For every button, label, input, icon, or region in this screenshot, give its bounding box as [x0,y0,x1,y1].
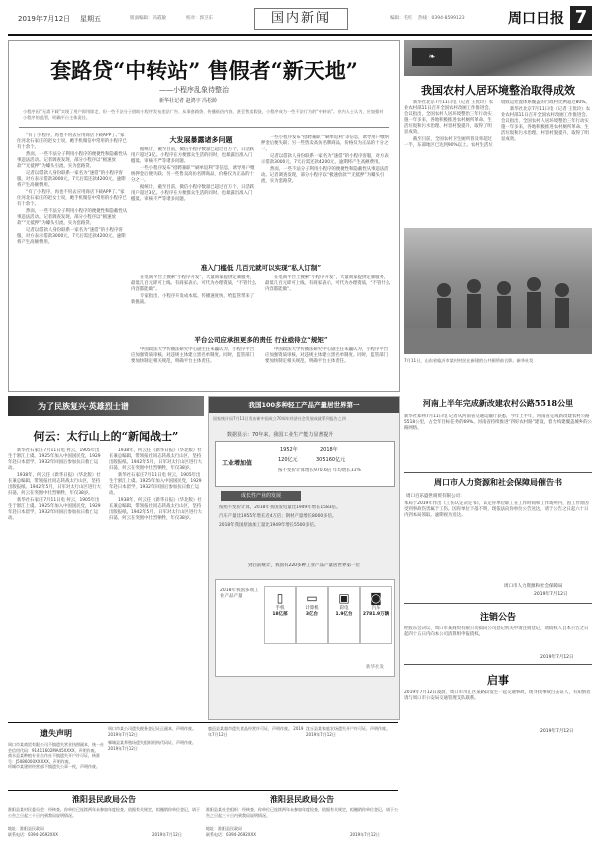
section-title: 国内新闻 [270,11,331,26]
lead-sub1: 大发展暴露诸多问题 [169,135,233,144]
lead-sub1-para: 据统计，截至目前，微信小程序数量已超过百万个，日活跃用户超过3亿。小程序在方便群众生活的同时，也暴露出准入门槛低、审核不严等诸多问题。 [131,185,255,202]
huaiyang-body: 淮阳县某社会组织：经核查，你单位已连续两年未参加年度检查，依据有关规定，拟撤销你单位登记，请于公告之日起三十日内到我局说明情况。 [206,807,398,818]
road-story [404,396,592,466]
lost-item: 商水县某种植专业合作社不慎遗失开户许可证，核准号：J5086000XXXXX，声明作废。 [8,753,100,764]
hero-para: 新华社石家庄7月11日电 何云，1905年出生于浙江上虞。1925年加入中国国民党，1929年赴日本留学，1932年回国后参加抗日救亡运动。 [8,448,101,471]
hr-notice-title: 周口市人力资源和社会保障局催告书 [434,477,562,487]
huaiyang-title: 淮阳县民政局公告 [72,794,136,804]
products-lede: 国家统计局7月11日发布新中国成立70周年经济社会发展成就系列报告之四 [213,416,346,421]
masthead-hotline: 热线：0394-8599123 [418,16,465,21]
masthead-proof-left: 校对：郭卫东 [186,16,213,21]
huaiyang-title: 淮阳县民政局公告 [270,794,334,804]
lead-sub3-para: 中国政法大学传播法研究中心副主任朱巍认为，小程序平台应加强资质审核，对违规主体建立黑名单制度。同时，监管部门要加快制定相关规范，明确平台主体责任。 [265,347,389,364]
cancel-notice-date: 2019年7月12日 [540,655,574,660]
lead-byline: 新华社记者 赵鸿宇 冯松龄 [159,98,218,104]
lead-headline: 套路贷“中转站” 售假者“新天地” [50,58,358,83]
products-infographic [208,396,400,720]
qishi-title: 启事 [487,674,509,687]
lists-title: 成长性产业的发展 [240,493,281,499]
huaiyang-body: 淮阳县某村民委员会：经核查，你单位已连续两年未参加年度检查，依据有关规定，拟撤销你单位登记，请于公告之日起三十日内到我局说明情况。 [8,807,200,818]
hr-notice-recipient: 周口百乐盛世商贸有限公司： [406,494,465,499]
lead-divider [19,127,389,128]
huaiyang-address: 地址：淮阳县民政局 [206,826,242,831]
lead-para: 记者以借款人身份联系一家名为“速借”的小程序客服，对方表示借款3000元，7天后需还款4200元，逾期将产生高额费用。 [17,228,126,245]
lead-sub1-para: 一些小程序发布“招聘兼职”“刷单返利”等信息，诱导用户缴纳押金后便失联；另一些售卖高仿名牌商品，价格仅为正品的十分之一。 [131,166,255,183]
list-item: 汽车产量比1955年增长近4万倍；钢材产量增长8000多倍。 [219,514,337,519]
classifieds-rule [8,722,398,723]
stat-value: 18亿部 [272,612,288,617]
misc-ad-col-3 [306,726,398,786]
huaiyang-address: 地址：淮阳县民政局 [8,826,44,831]
lead-col-3 [261,135,391,257]
paper-name: 周口日报 [508,11,564,27]
hero-para: 新华社石家庄7月11日电 何云，1905年出生于浙江上虞。1925年加入中国国民党，1929年赴日本留学，1932年回国后参加抗日救亡运动。 [8,498,101,521]
misc-ad-col-2 [208,726,304,786]
hero-para: 新华社石家庄7月11日电 何云，1905年出生于浙江上虞。1925年加入中国国民党，1929年赴日本留学，1932年回国后参加抗日救亡运动。 [109,473,202,496]
huaiyang-date: 2019年7月12日 [152,832,182,837]
lost-item: 周口市某商贸有限公司不慎遗失营业执照副本，统一社会信用代码：91411602MA45XXXX，声明作废。 [8,742,104,753]
rural-photo [404,228,592,354]
misc-ad: 鹿邑县某超市遗失食品经营许可证，声明作废。 2019年7月12日 [208,726,304,737]
cancel-notice [404,606,592,665]
list-item: 2018年我国原油加工量比1949年增长5500多倍。 [219,523,319,528]
lost-title: 遗失声明 [40,728,72,738]
misc-ad: 郸城县某养殖场遗失组织机构代码证，声明作废。 2019年7月12日 [108,740,196,751]
stat-value: 1.9亿台 [335,612,353,617]
lead-para: 然而，一些不法分子利用小程序的便捷性和隐蔽性从事违法活动。记者调查发现，部分小程序以“极速放款”“无抵押”为噱头引流，实为套路贷。 [261,167,389,184]
car-icon: ◙ [370,591,382,605]
lost-item: 项城市某建材经营部不慎遗失公章一枚，声明作废。 [8,764,100,769]
huaiyang-phone: 联系电话：0394-2692XXX [8,832,59,837]
misc-ad-col-1 [108,726,204,786]
hero-para: 1938年，何云任《新华日报》（华北版）社长兼总编辑，带领报社同志转战太行山区，坚持出版报纸。1942年5月，日军对太行山区进行大扫荡，何云在突围中壮烈牺牲，年仅38岁。 [109,498,203,521]
industrial-box-title: 工业增加值 [222,460,253,467]
stat-label: 手机 [275,606,285,611]
lead-sub2: 准入门槛低 几百元就可以实现“私人订制” [200,264,322,272]
stat-label: 汽车 [371,606,381,611]
hr-notice-body: 本局于2019年作出《工伤认定决定书》，认定你单位职工在工作时间和工作场所内，因工作原因受到事故伤害属于工伤。因你单位下落不明，现依法向你单位公告送达，请于公告之日起六十日内到本局领取。逾期视为送达。 [404,501,589,518]
hr-notice-footer: 周口市人力资源和社会保障局 [504,584,563,589]
value-2: 305160亿元 [316,457,346,463]
infographic-footer: 新华社发 [366,665,384,670]
products-list [219,505,391,559]
masthead-weekday: 星期五 [80,15,101,23]
rural-para: 新华社北京7月11日电（记者 王优玲）农业农村部11日召开全国农村改厕工作推进会。会议指出，全国农村人居环境整治三年行动实施一年多来，各地积极推进农村厕所革命、生活垃圾和污水治理、村容村貌提升，取得了明显成效。 [501,107,591,142]
products-bottom-note: 到目前统计，我国有220多种工业产品产量居世界第一位 [247,563,361,568]
rural-headline: 我国农村人居环境整治取得成效 [421,84,575,97]
lead-sub2-para: 在电商平台上搜索“小程序开发”，大量商家提供定制服务，最低几百元即可上线。有商家表示，可代为办理资质，“不管什么内容都能做”。 [265,275,391,292]
lead-sub1-para: 据统计，截至目前，微信小程序数量已超过百万个，日活跃用户超过3亿。小程序在方便群众生活的同时，也暴露出准入门槛低、审核不严等诸多问题。 [131,147,255,164]
masthead-rule [8,34,592,36]
lead-story [8,40,400,392]
year-2: 2018年 [320,447,338,453]
lead-sub2-para: 专家指出，小程序开发成本低、传播速度快，给监管带来了新挑战。 [131,294,255,305]
stats-panel [215,579,395,677]
cancel-notice-body: 经股东会决议，周口市某商贸有限公司拟向公司登记机关申请注销登记，请债权人自本公告之日起四十五日内向本公司清算组申报债权。 [404,626,589,637]
stat-card [360,586,392,644]
industrial-box [215,441,395,487]
hero-body [8,448,204,714]
list-item: 按照不变价计算，2018年我国发电量比1949年增长1583倍。 [219,505,341,510]
misc-ad: 周口市某公司遗失税务登记证正副本，声明作废。 2019年7月12日 [108,726,196,737]
stat-value: 2781.9万辆 [362,612,390,617]
phone-icon: ▯ [276,591,284,605]
stats-panel-title: 2018年我国多项工业产品产量 [220,588,259,599]
hero-story [8,396,204,718]
rural-photo-caption: 7月11日，山东省临沂市某村村民在新建的公共厕所前合影。新华社发 [404,358,534,363]
masthead-editor-left: 版面编辑：冯霞敏 [130,16,166,21]
lead-para: 记者以借款人身份联系一家名为“速借”的小程序客服，对方表示借款3000元，7天后需还款4200元，逾期将产生高额费用。 [261,154,389,165]
cancel-notice-title: 注销公告 [479,613,516,623]
computer-icon: ▭ [306,591,318,605]
rural-story [404,40,592,390]
hero-para: 1938年，何云任《新华日报》（华北版）社长兼总编辑，带领报社同志转战太行山区，坚持出版报纸。1942年5月，日军对太行山区进行大扫荡，何云在突围中壮烈牺牲，年仅38岁。 [8,473,102,496]
lead-col-4 [131,275,391,329]
qishi-date: 2019年7月12日 [540,729,574,734]
value-1: 120亿元 [278,457,298,463]
page-number: 7 [574,7,588,28]
hr-notice [404,472,592,604]
masthead-editor-right: 编辑：毛红 [390,16,413,21]
stat-card [296,586,328,644]
page-number-box [570,6,592,30]
stat-label: 计算机 [305,606,319,611]
lead-para: 然而，一些不法分子利用小程序的便捷性和隐蔽性从事违法活动。记者调查发现，部分小程序以“极速放款”“无抵押”为噱头引流，实为套路贷。 [17,152,127,169]
rural-para: 截至目前，全国农村卫生厕所普及率超过一半，东部地区已达到90%以上。农村生活垃圾收运处置体系覆盖的行政村比例超过80%。 [404,100,590,148]
huaiyang-phone: 联系电话：0394-2692XXX [206,832,257,837]
huaiyang-rule [8,790,398,791]
lead-sub2-para: 在电商平台上搜索“小程序开发”，大量商家提供定制服务，最低几百元即可上线。有商家表示，可代为办理资质，“不管什么内容都能做”。 [131,275,257,292]
leaf-icon: ❧ [412,48,452,66]
products-note: 数据显示：70年来，我国工业生产能力显著提升 [227,432,334,438]
lead-col-2 [131,147,255,257]
rural-para: 新华社北京7月11日电（记者 王优玲）农业农村部11日召开全国农村改厕工作推进会。会议指出，全国农村人居环境整治三年行动实施一年多来，各地积极推进农村厕所革命、生活垃圾和污水治理、村容村貌提升，取得了明显成效。 [404,100,494,135]
qishi-body: 2019年7月12日凌晨，周口市川汇区某路段发生一起交通事故，现寻找事故目击证人，有知情者请与周口市公安局交通管理支队联系。 [404,690,591,701]
huaiyang-notice-1 [8,794,200,844]
hero-banner [8,396,204,416]
lead-sub1-para: 一些小程序发布“招聘兼职”“刷单返利”等信息，诱导用户缴纳押金后便失联；另一些售卖高仿名牌商品，价格仅为正品的十分之一。 [261,135,389,152]
misc-ad: 沈丘县某家庭农场遗失开户许可证，声明作废。 2019年7月12日 [306,726,390,737]
stat-value: 3亿台 [305,612,319,617]
lost-notice [8,726,104,786]
tv-icon: ▣ [338,591,350,605]
year-1: 1952年 [280,447,298,453]
lead-col-5 [131,347,391,387]
lead-para: 然而，一些不法分子利用小程序的便捷性和隐蔽性从事违法活动。记者调查发现，部分小程序以“极速放款”“无抵押”为噱头引流，实为套路贷。 [17,209,127,226]
hr-notice-date: 2019年7月12日 [534,592,568,597]
lead-para: “有了小程序，再也不用去应用商店下载APP了。”家住河北石家庄的赵女士说，她手机微信中常用的小程序已有十余个。 [17,190,127,207]
qishi-notice [404,668,592,738]
masthead [8,4,592,34]
lead-para: 记者以借款人身份联系一家名为“速借”的小程序客服，对方表示借款3000元，7天后需还款4200元，逾期将产生高额费用。 [17,171,126,188]
growth-text: 按不变价计算增长970.6倍 年均增长11% [278,468,361,473]
section-title-box [254,8,348,30]
hero-para: 1938年，何云任《新华日报》（华北版）社长兼总编辑，带领报社同志转战太行山区，坚持出版报纸。1942年5月，日军对太行山区进行大扫荡，何云在突围中壮烈牺牲，年仅38岁。 [109,448,203,471]
rural-photo-figures [404,228,592,354]
lead-para: “有了小程序，再也不用去应用商店下载APP了。”家住河北石家庄的赵女士说，她手机微信中常用的小程序已有十余个。 [17,133,127,150]
lead-subtitle: ——小程序乱象待整治 [159,86,229,94]
lead-sub3-para: 中国政法大学传播法研究中心副主任朱巍认为，小程序平台应加强资质审核，对违规主体建立黑名单制度。同时，监管部门要加快制定相关规范，明确平台主体责任。 [131,347,255,364]
products-banner [209,397,399,413]
hero-banner-text: 为了民族复兴·英雄烈士谱 [38,401,129,411]
stat-card [264,586,296,644]
rural-body [404,100,592,224]
stat-card [328,586,360,644]
lists-title-box [221,491,301,501]
huaiyang-notice-2 [206,794,398,844]
hero-headline: 何云：太行山上的“新闻战士” [33,430,179,443]
masthead-date: 2019年7月12日 [18,15,71,23]
huaiyang-date: 2019年7月12日 [350,832,380,837]
lost-items [8,742,104,786]
lead-col-1 [17,133,127,385]
rural-banner-image [404,40,592,76]
road-headline: 河南上半年完成新改建农村公路5518公里 [422,398,574,408]
lead-intro: 小程序因“无需下载”实现了用户即用即走，但一些不法分子借助小程序发布违法广告、从事套路贷、传播低俗内容，甚至售卖假货，小程序成为一些不法行为的“中转站”。业内人士认为，应加强对小程序的监管，明确平台主体责任。 [23,109,384,120]
lead-sub3: 平台公司应承担更多的责任 行业亟待立“规矩” [194,336,328,344]
products-banner-text: 我国100多种轻工产品产量居世界第一 [248,401,360,409]
stat-label: 彩电 [339,606,349,611]
road-body: 新华社郑州7月11日电 记者从河南省交通运输厅获悉，今年上半年，河南省完成新改建农村公路5518公里，占全年目标任务的69%。河南省持续推进“四好农村路”建设，着力构建覆盖城乡的公路网络。 [404,414,592,431]
